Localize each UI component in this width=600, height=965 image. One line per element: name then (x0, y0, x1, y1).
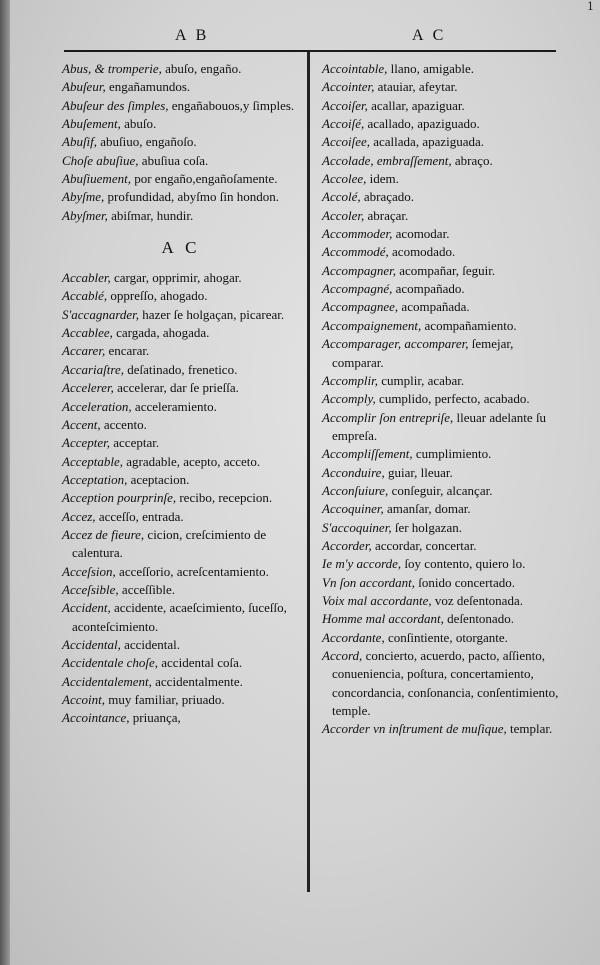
entry-definition: conſeguir, alcançar. (391, 482, 493, 498)
left-running-header: A B (175, 27, 210, 44)
left-entries-top (62, 60, 300, 225)
entry-headword: Accomplir, (322, 372, 378, 388)
entry-headword: Acconſuiure, (322, 482, 389, 498)
dictionary-entry (62, 379, 300, 397)
dictionary-entry (322, 647, 560, 720)
entry-definition: concierto, acuerdo, pacto, aſſiento, conueniencia, poſtura, concertamiento, concordancia, conſonancia, conſentimiento, temple. (332, 648, 559, 719)
entry-headword: Accointance, (62, 710, 130, 726)
entry-definition: llano, amigable. (390, 61, 474, 76)
entry-definition: abuſo. (124, 116, 157, 132)
entry-definition: cicion, creſcimiento de calentura. (72, 526, 267, 561)
dictionary-entry (62, 306, 300, 324)
entry-headword: Accolé, (322, 189, 361, 205)
entry-headword: Acceptable, (62, 453, 123, 469)
dictionary-entry (62, 691, 300, 709)
entry-definition: acceſſo, entrada. (98, 508, 184, 524)
entry-headword: Accidental, (62, 636, 121, 652)
entry-headword: Accepter, (62, 435, 111, 451)
dictionary-entry (322, 188, 560, 206)
dictionary-entry (62, 709, 300, 727)
entry-definition: accidental. (124, 636, 181, 652)
entry-definition: lleuar adelante ſu empreſa. (332, 409, 547, 443)
entry-headword: Accompagné, (322, 281, 393, 297)
entry-definition: acceſſorio, acreſcentamiento. (119, 563, 269, 579)
entry-definition: acompañado. (395, 281, 465, 297)
entry-headword: Accoiſer, (322, 97, 368, 113)
entry-headword: Accord, (322, 648, 363, 663)
entry-definition: engañabouos,y ſimples. (171, 97, 295, 113)
dictionary-entry (322, 555, 560, 573)
right-column (322, 60, 560, 739)
entry-definition: cumplimiento. (415, 446, 492, 462)
entry-definition: oppreſſo, ahogado. (110, 288, 208, 304)
entry-headword: Accident, (62, 600, 111, 616)
dictionary-entry (322, 60, 560, 78)
entry-headword: Abus, & tromperie, (62, 61, 162, 76)
entry-definition: acceleramiento. (134, 398, 217, 414)
entry-definition: por engaño,engañoſamente. (134, 171, 278, 187)
entry-definition: deſentonado. (447, 611, 514, 627)
entry-definition: priuança, (132, 710, 181, 726)
dictionary-entry (322, 445, 560, 463)
entry-headword: Abyſme, (62, 189, 105, 205)
dictionary-entry (62, 342, 300, 360)
left-entries-bottom (62, 269, 300, 728)
dictionary-entry (62, 654, 300, 672)
entry-headword: Accompagnee, (322, 299, 399, 315)
entry-headword: Acceptation, (62, 471, 128, 487)
entry-definition: cumplir, acabar. (381, 372, 465, 388)
entry-headword: Choſe abuſiue, (62, 152, 139, 168)
entry-headword: Accidentale choſe, (62, 655, 159, 671)
dictionary-entry (322, 280, 560, 298)
entry-definition: hazer ſe holgaçan, picarear. (142, 306, 285, 322)
entry-headword: Abuſif, (62, 134, 98, 150)
dictionary-entry (62, 508, 300, 526)
entry-headword: Acconduire, (322, 464, 385, 480)
entry-definition: amanſar, domar. (386, 501, 471, 517)
dictionary-entry (322, 207, 560, 225)
entry-definition: acompañar, ſeguir. (399, 262, 496, 278)
dictionary-entry (322, 390, 560, 408)
entry-headword: Accent, (62, 416, 101, 432)
dictionary-entry (322, 610, 560, 628)
entry-headword: Acceleration, (62, 398, 132, 414)
dictionary-entry (62, 152, 300, 170)
entry-headword: Accariaſtre, (62, 361, 124, 377)
entry-headword: Accompaignement, (322, 317, 422, 333)
entry-headword: Accez de fieure, (62, 526, 145, 542)
dictionary-entry (62, 97, 300, 115)
dictionary-entry (322, 170, 560, 188)
entry-headword: Accoquiner, (322, 501, 384, 517)
entry-definition: accordar, concertar. (374, 537, 477, 553)
dictionary-entry (62, 673, 300, 691)
dictionary-entry (322, 629, 560, 647)
dictionary-entry (322, 409, 560, 446)
dictionary-entry (62, 324, 300, 342)
dictionary-entry (62, 78, 300, 96)
dictionary-entry (322, 133, 560, 151)
entry-definition: aceptacion. (130, 471, 190, 487)
entry-headword: Accomplir ſon entrepriſe, (322, 409, 454, 425)
entry-definition: acompañada. (401, 299, 470, 315)
dictionary-entry (62, 287, 300, 305)
right-running-header: A C (412, 27, 447, 44)
entry-headword: Accompliſſement, (322, 446, 413, 462)
dictionary-entry (322, 335, 560, 372)
entry-headword: S'accoquiner, (322, 519, 392, 535)
entry-headword: S'accagnarder, (62, 306, 140, 322)
entry-headword: Accoiſé, (322, 116, 365, 132)
entry-headword: Accablee, (62, 325, 113, 341)
dictionary-entry (62, 361, 300, 379)
entry-headword: Accabler, (62, 270, 111, 286)
dictionary-entry (62, 170, 300, 188)
entry-definition: cargar, opprimir, ahogar. (113, 270, 242, 286)
dictionary-entry (62, 453, 300, 471)
entry-headword: Accorder, (322, 537, 372, 553)
entry-definition: engañamundos. (108, 79, 191, 95)
dictionary-entry (62, 188, 300, 206)
entry-definition: ſonido concertado. (418, 574, 516, 590)
dictionary-entry (322, 97, 560, 115)
dictionary-entry (62, 636, 300, 654)
dictionary-entry (322, 78, 560, 96)
entry-definition: acceptar. (113, 435, 160, 451)
entry-headword: Accolee, (322, 171, 367, 187)
right-entries (322, 60, 560, 739)
entry-headword: Abuſeur des ſimples, (62, 97, 169, 113)
entry-definition: abiſmar, hundir. (111, 207, 194, 223)
entry-headword: Acceſsible, (62, 581, 119, 597)
entry-headword: Ie m'y accorde, (322, 556, 402, 572)
dictionary-entry (62, 115, 300, 133)
dictionary-entry (322, 592, 560, 610)
entry-headword: Accomply, (322, 391, 376, 407)
entry-definition: acceſſible. (121, 581, 175, 597)
entry-definition: acompañamiento. (424, 317, 517, 333)
entry-headword: Accointer, (322, 79, 375, 95)
entry-definition: atauiar, afeytar. (377, 79, 458, 95)
dictionary-entry (322, 519, 560, 537)
entry-headword: Abyſmer, (62, 207, 108, 223)
entry-definition: abraço. (454, 152, 493, 168)
entry-headword: Accompagner, (322, 262, 397, 278)
dictionary-entry (322, 500, 560, 518)
dictionary-entry (322, 243, 560, 261)
dictionary-entry (62, 269, 300, 287)
dictionary-entry (62, 581, 300, 599)
entry-headword: Acception pourprinſe, (62, 490, 177, 506)
dictionary-entry (62, 489, 300, 507)
entry-headword: Accoler, (322, 207, 365, 223)
entry-definition: ſemejar, comparar. (332, 336, 514, 370)
entry-definition: accidentalmente. (155, 673, 243, 689)
dictionary-entry (62, 133, 300, 151)
entry-definition: agradable, acepto, acceto. (126, 453, 261, 469)
entry-definition: profundidad, abyſmo ſin hondon. (107, 189, 279, 205)
dictionary-entry (62, 471, 300, 489)
entry-headword: Accordante, (322, 629, 385, 645)
entry-headword: Voix mal accordante, (322, 592, 432, 608)
entry-definition: templar. (509, 721, 553, 737)
entry-definition: acallado, apaziguado. (367, 116, 480, 132)
entry-headword: Abuſement, (62, 116, 121, 132)
entry-definition: accento. (103, 416, 147, 432)
entry-headword: Accommodé, (322, 244, 389, 260)
entry-definition: accidental coſa. (161, 655, 243, 671)
entry-definition: acomodado. (392, 244, 456, 260)
dictionary-entry (322, 372, 560, 390)
dictionary-entry (322, 262, 560, 280)
page-number: 1 (587, 0, 594, 13)
column-divider (307, 52, 310, 892)
dictionary-entry (62, 434, 300, 452)
dictionary-entry (322, 317, 560, 335)
entry-definition: abraçado. (363, 189, 415, 205)
entry-headword: Vn ſon accordant, (322, 574, 416, 590)
entry-headword: Accorder vn inſtrument de muſique, (322, 721, 507, 737)
dictionary-entry (62, 526, 300, 563)
dictionary-entry (62, 416, 300, 434)
entry-headword: Accelerer, (62, 380, 114, 396)
entry-headword: Abuſiuement, (62, 171, 131, 187)
entry-definition: guiar, lleuar. (387, 464, 453, 480)
entry-definition: accidente, acaeſcimiento, ſuceſſo, aconteſcimiento. (72, 600, 287, 634)
entry-headword: Homme mal accordant, (322, 611, 444, 627)
entry-definition: voz deſentonada. (434, 592, 523, 608)
entry-headword: Accoint, (62, 692, 105, 707)
entry-definition: recibo, recepcion. (179, 490, 273, 506)
dictionary-entry (62, 207, 300, 225)
section-heading: A C (161, 238, 201, 258)
entry-definition: cumplido, perfecto, acabado. (379, 391, 530, 407)
dictionary-entry (322, 482, 560, 500)
entry-definition: cargada, ahogada. (116, 325, 210, 341)
entry-definition: ſoy contento, quiero lo. (404, 556, 526, 572)
entry-headword: Acceſsion, (62, 563, 116, 579)
entry-definition: acallar, apaziguar. (371, 97, 465, 113)
page-edge-shadow (0, 0, 10, 965)
entry-definition: encarar. (108, 343, 150, 359)
entry-definition: conſintiente, otorgante. (387, 629, 508, 645)
dictionary-entry (322, 464, 560, 482)
entry-headword: Accidentalement, (62, 673, 152, 689)
entry-definition: abuſo, engaño. (165, 61, 242, 76)
entry-definition: abraçar. (367, 207, 409, 223)
entry-headword: Accez, (62, 508, 96, 524)
header-rule (64, 50, 556, 52)
entry-headword: Accointable, (322, 61, 388, 76)
dictionary-entry (62, 60, 300, 78)
entry-definition: abuſiuo, engañoſo. (100, 134, 197, 150)
dictionary-entry (322, 298, 560, 316)
entry-headword: Abuſeur, (62, 79, 106, 95)
dictionary-entry (322, 720, 560, 738)
dictionary-entry (322, 225, 560, 243)
entry-headword: Accomparager, accomparer, (322, 336, 469, 352)
entry-definition: idem. (369, 171, 399, 187)
dictionary-entry (322, 537, 560, 555)
entry-definition: acallada, apaziguada. (373, 134, 485, 150)
dictionary-entry (62, 599, 300, 636)
entry-headword: Accommoder, (322, 226, 393, 242)
dictionary-entry (62, 398, 300, 416)
entry-definition: accelerar, dar ſe prieſſa. (117, 380, 239, 396)
entry-headword: Accoiſee, (322, 134, 370, 150)
entry-headword: Accolade, embraſſement, (322, 152, 452, 168)
left-column (62, 60, 300, 728)
entry-headword: Accablé, (62, 288, 108, 304)
entry-definition: ſer holgazan. (394, 519, 462, 535)
entry-definition: deſatinado, frenetico. (127, 361, 238, 377)
dictionary-entry (322, 574, 560, 592)
dictionary-entry (62, 563, 300, 581)
dictionary-entry (322, 152, 560, 170)
entry-definition: acomodar. (395, 226, 450, 242)
entry-definition: muy familiar, priuado. (108, 692, 225, 707)
dictionary-entry (322, 115, 560, 133)
entry-definition: abuſiua coſa. (141, 152, 209, 168)
entry-headword: Accarer, (62, 343, 106, 359)
